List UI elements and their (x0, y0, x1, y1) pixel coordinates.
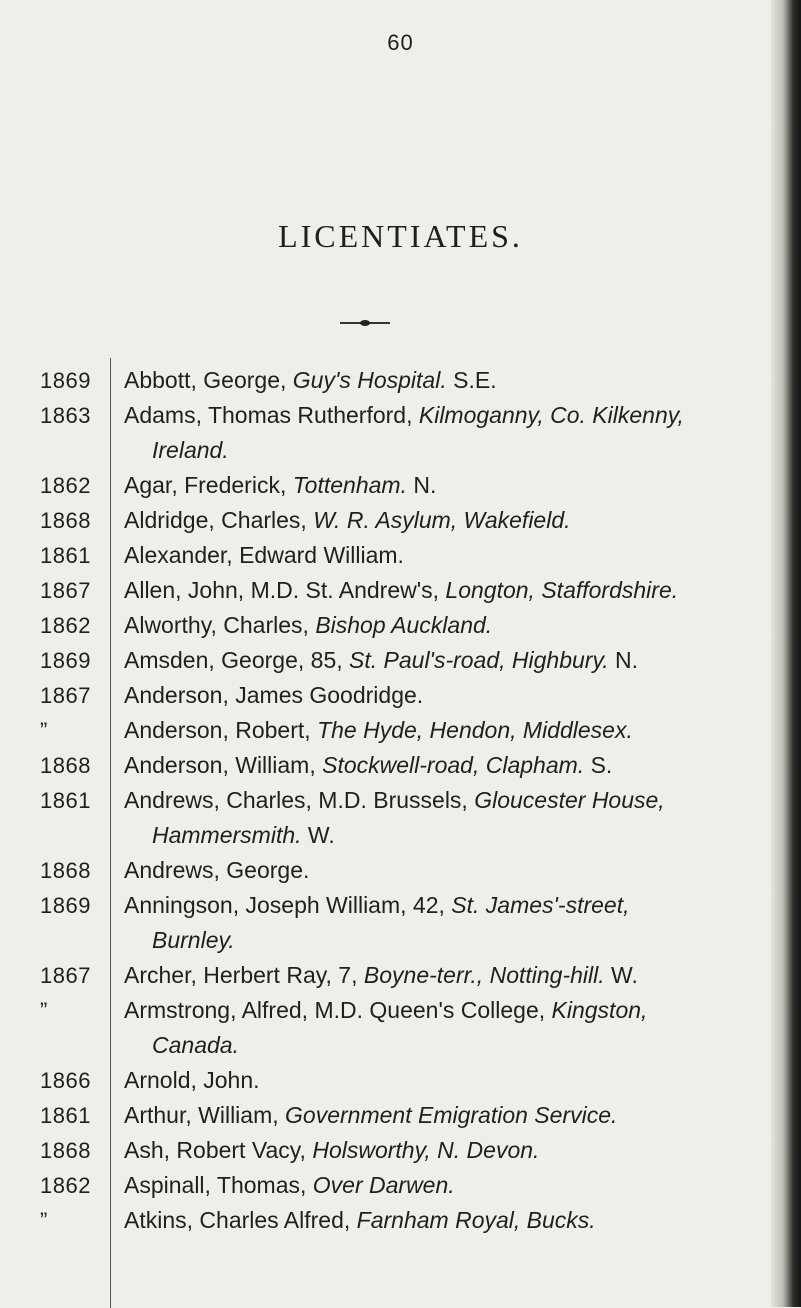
entry-name: Alworthy, Charles, (124, 612, 316, 638)
entry-year: 1862 (40, 473, 91, 498)
list-item (0, 993, 780, 1063)
list-item (0, 713, 780, 748)
entry-location: Bishop Auckland. (315, 612, 493, 638)
entry-text (124, 573, 774, 608)
entry-name: Anderson, James Goodridge. (124, 682, 424, 708)
entry-year: 1869 (40, 648, 91, 673)
entry-text (124, 1203, 774, 1238)
entry-name: Armstrong, Alfred, M.D. Queen's College, (124, 997, 552, 1023)
entry-text (124, 783, 774, 853)
entry-location: W. R. Asylum, Wakefield. (313, 507, 571, 533)
entry-text (124, 748, 774, 783)
list-item (0, 643, 780, 678)
entry-name: Archer, Herbert Ray, 7, (124, 962, 364, 988)
entry-location: Tottenham. (292, 472, 407, 498)
entry-location: St. Paul's-road, Highbury. (349, 647, 609, 673)
list-item (0, 363, 780, 398)
entry-name: Allen, John, M.D. St. Andrew's, (124, 577, 446, 603)
entry-postal: N. (406, 472, 437, 498)
list-item (0, 888, 780, 958)
entry-postal: W. (604, 962, 638, 988)
entry-year: 1861 (40, 1103, 91, 1128)
entry-name: Anderson, Robert, (124, 717, 318, 743)
entry-name: Anderson, William, (124, 752, 323, 778)
entry-name: Aldridge, Charles, (124, 507, 314, 533)
entry-name: Agar, Frederick, (124, 472, 293, 498)
list-item (0, 1168, 780, 1203)
entry-name: Aspinall, Thomas, (124, 1172, 313, 1198)
entry-location: Kingston, (551, 997, 648, 1023)
entry-location: Guy's Hospital. (292, 367, 447, 393)
list-item (0, 958, 780, 993)
entry-year: 1869 (40, 368, 91, 393)
entry-location: Boyne-terr., Notting-hill. (363, 962, 605, 988)
list-item (0, 503, 780, 538)
entry-text (124, 468, 774, 503)
entry-year: 1862 (40, 1173, 91, 1198)
entry-location: The Hyde, Hendon, Middlesex. (317, 717, 633, 743)
list-item (0, 1203, 780, 1238)
entry-year: 1867 (40, 578, 91, 603)
entry-name: Ash, Robert Vacy, (124, 1137, 313, 1163)
entry-location: St. James'-street, (451, 892, 630, 918)
entry-text (124, 678, 774, 713)
page-number: 60 (387, 30, 414, 55)
entry-location: Longton, Staffordshire. (445, 577, 679, 603)
entry-year: 1869 (40, 893, 91, 918)
entry-location: Farnham Royal, Bucks. (356, 1207, 596, 1233)
entry-postal: W. (301, 822, 335, 848)
entry-name: Andrews, George. (124, 857, 310, 883)
entry-text (124, 363, 774, 398)
list-item (0, 678, 780, 713)
entry-postal: S. (584, 752, 613, 778)
entry-name: Andrews, Charles, M.D. Brussels, (124, 787, 475, 813)
entry-location: Over Darwen. (312, 1172, 455, 1198)
entry-year: 1866 (40, 1068, 91, 1093)
entry-location-continued: Ireland. (152, 437, 229, 463)
list-item (0, 1063, 780, 1098)
list-item (0, 783, 780, 853)
entry-text (124, 1098, 774, 1133)
entry-postal: N. (608, 647, 639, 673)
entry-year: 1861 (40, 788, 91, 813)
entry-name: Atkins, Charles Alfred, (124, 1207, 357, 1233)
entry-year: 1868 (40, 858, 91, 883)
entry-text (124, 608, 774, 643)
list-item (0, 608, 780, 643)
page-title: LICENTIATES. (278, 218, 523, 254)
list-item (0, 748, 780, 783)
entry-year: ” (40, 998, 48, 1023)
entry-name: Abbott, George, (124, 367, 293, 393)
entry-location-continued: Hammersmith. (152, 822, 302, 848)
entry-text (124, 1133, 774, 1168)
entry-location: Holsworthy, N. Devon. (312, 1137, 540, 1163)
entry-text (124, 503, 774, 538)
entry-location: Government Emigration Service. (285, 1102, 618, 1128)
list-item (0, 538, 780, 573)
entry-year: 1867 (40, 963, 91, 988)
entry-text (124, 958, 774, 993)
entry-name: Adams, Thomas Rutherford, (124, 402, 419, 428)
entry-location: Stockwell-road, Clapham. (322, 752, 585, 778)
entry-name: Arthur, William, (124, 1102, 286, 1128)
list-item (0, 1133, 780, 1168)
entry-year: 1868 (40, 1138, 91, 1163)
entry-name: Alexander, Edward William. (124, 542, 404, 568)
list-item (0, 1098, 780, 1133)
list-item (0, 468, 780, 503)
entry-text (124, 398, 774, 468)
entry-location: Gloucester House, (474, 787, 665, 813)
entry-text (124, 713, 774, 748)
list-item (0, 853, 780, 888)
entry-name: Amsden, George, 85, (124, 647, 350, 673)
entry-location: Kilmoganny, Co. Kilkenny, (418, 402, 684, 428)
entry-text (124, 643, 774, 678)
list-item (0, 573, 780, 608)
entry-continuation (124, 433, 774, 468)
entry-year: 1862 (40, 613, 91, 638)
list-item (0, 398, 780, 468)
entry-year: 1868 (40, 753, 91, 778)
entry-year: ” (40, 718, 48, 743)
entry-continuation (124, 818, 774, 853)
entry-text (124, 993, 774, 1063)
entry-year: ” (40, 1208, 48, 1233)
licentiates-list (0, 363, 780, 1238)
entry-continuation (124, 1028, 774, 1063)
entry-year: 1863 (40, 403, 91, 428)
entry-location-continued: Burnley. (152, 927, 235, 953)
entry-location-continued: Canada. (152, 1032, 239, 1058)
entry-postal: S.E. (446, 367, 497, 393)
entry-text (124, 853, 774, 888)
entry-year: 1868 (40, 508, 91, 533)
entry-year: 1867 (40, 683, 91, 708)
entry-name: Arnold, John. (124, 1067, 260, 1093)
entry-continuation (124, 923, 774, 958)
entry-name: Anningson, Joseph William, 42, (124, 892, 452, 918)
entry-text (124, 1063, 774, 1098)
entry-year: 1861 (40, 543, 91, 568)
entry-text (124, 538, 774, 573)
entry-text (124, 1168, 774, 1203)
entry-text (124, 888, 774, 958)
ornamental-rule (340, 322, 390, 324)
